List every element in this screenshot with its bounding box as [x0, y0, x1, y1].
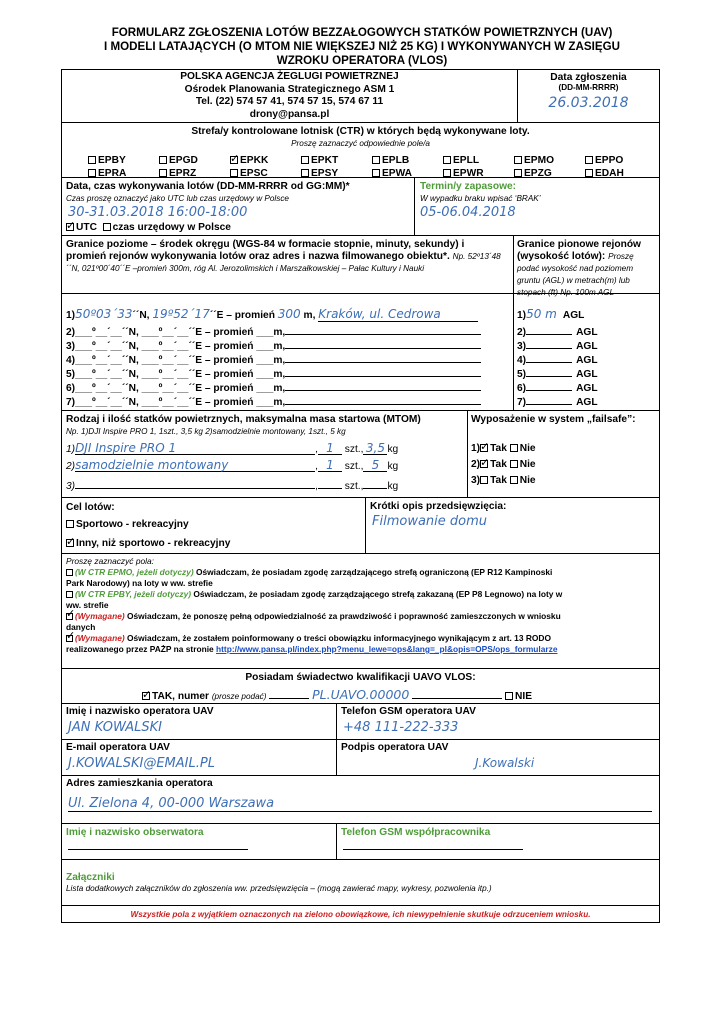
purpose-row [62, 498, 659, 554]
agl-label: AGL [576, 341, 598, 352]
horizontal-entry-empty: 3)___º__´__´´N, ___º__´__´´E – promień ___m, [66, 338, 481, 352]
declaration-responsibility-tag: (Wymagane) [75, 611, 125, 621]
observer-phone-label: Telefon GSM współpracownika [341, 827, 491, 838]
n-suffix: ´´N, [121, 341, 139, 352]
description-value[interactable]: Filmowanie domu [372, 514, 488, 529]
flight-time-label: Data, czas wykonywania lotów (DD-MM-RRRR od GG:MM)* [66, 181, 350, 192]
failsafe-rows [471, 443, 536, 491]
ctr-checkbox-eprz[interactable] [159, 169, 167, 177]
declaration-responsibility-text-2: danych [66, 622, 96, 632]
failsafe-nie-label: Nie [519, 443, 536, 454]
qualification-line-a [269, 698, 309, 699]
n-suffix: ´´N, [121, 383, 139, 394]
failsafe-tak-label: Tak [490, 475, 507, 486]
aircraft-cell [62, 411, 467, 497]
time-zone-options [66, 222, 231, 233]
qualification-options [142, 687, 532, 702]
m-suffix: m, [273, 397, 286, 408]
qualification-tak-label: TAK, numer [152, 691, 209, 702]
vertical-limits-divider [514, 293, 659, 294]
observer-phone-cell [336, 824, 659, 859]
declaration-epmo-checkbox[interactable] [66, 569, 73, 576]
operator-email-cell [62, 740, 336, 775]
vertical-entries [517, 307, 598, 408]
m-suffix: m, [273, 383, 286, 394]
failsafe-tak-label: Tak [490, 459, 507, 470]
date-submitted-value[interactable]: 26.03.2018 [548, 95, 629, 111]
ctr-checkbox-epsy[interactable] [301, 169, 309, 177]
horizontal-entry-1 [66, 307, 478, 322]
local-time-checkbox[interactable] [103, 223, 111, 231]
height-value[interactable] [526, 352, 572, 363]
qualification-line-b [412, 698, 502, 699]
address-input[interactable] [285, 338, 481, 349]
local-time-label: czas urzędowy w Polsce [112, 222, 231, 233]
horizontal-empty-rows [66, 324, 481, 408]
ctr-checkbox-epwa[interactable] [372, 169, 380, 177]
vertical-limits-label [517, 239, 657, 299]
utc-label: UTC [76, 222, 97, 233]
szt-label: szt., [344, 461, 364, 472]
operator-name-row [62, 704, 659, 740]
szt-label: szt., [344, 444, 364, 455]
declaration-responsibility [66, 611, 654, 633]
agl-label: AGL [576, 327, 598, 338]
m-suffix: m, [273, 341, 286, 352]
horizontal-entry-empty: 5)___º__´__´´N, ___º__´__´´E – promień ___m, [66, 366, 481, 380]
declaration-epmo-text-2: Park Narodowy) na loty w ww. strefie [66, 578, 213, 588]
e-suffix: ´´E – promień [188, 341, 254, 352]
date-submitted-label: Data zgłoszenia [550, 72, 627, 83]
address-input[interactable] [285, 380, 481, 391]
application-form [61, 69, 660, 923]
declaration-epmo-tag: (W CTR EPMO, jeżeli dotyczy) [75, 567, 194, 577]
address-input[interactable] [285, 352, 481, 363]
ctr-code: EPWR [453, 168, 484, 179]
backup-date-cell [414, 178, 659, 235]
failsafe-entry [471, 475, 536, 491]
ctr-code: EPMO [524, 155, 555, 166]
entry-number: 7) [517, 397, 527, 408]
longitude-value[interactable]: 19º52´17 [152, 307, 210, 321]
agency-row [62, 70, 659, 123]
address-input[interactable] [285, 324, 481, 335]
agency-phone: Tel. (22) 574 57 41, 574 57 15, 574 67 11 [195, 96, 384, 108]
failsafe-label: Wyposażenie w system „failsafe”: [471, 414, 636, 425]
aircraft-name[interactable] [75, 475, 315, 489]
ctr-code: EPGD [169, 155, 198, 166]
agl-label: AGL [576, 369, 598, 380]
vertical-limits-label-text: Granice pionowe rejonów (wysokość lotów): [517, 239, 641, 262]
vertical-limits-hint-a: Proszę [608, 252, 634, 261]
operator-phone-label: Telefon GSM operatora UAV [341, 706, 476, 717]
operator-address-row [62, 776, 659, 824]
declaration-epby-checkbox[interactable] [66, 591, 73, 598]
entry-number: 4) [517, 355, 527, 366]
n-suffix: ´´N, [121, 369, 139, 380]
purpose-label: Cel lotów: [66, 502, 115, 513]
description-cell [365, 498, 659, 553]
aircraft-name[interactable]: DJI Inspire PRO 1 [75, 441, 315, 455]
operator-email-label: E-mail operatora UAV [66, 742, 170, 753]
operator-email-value[interactable]: J.KOWALSKI@EMAIL.PL [68, 756, 215, 771]
height-value[interactable] [526, 324, 572, 335]
ctr-code: EDAH [595, 168, 624, 179]
failsafe-nie-checkbox[interactable] [510, 460, 518, 468]
ctr-checkbox-epra[interactable] [88, 169, 96, 177]
entry-number: 1) [517, 310, 527, 321]
title-line-1: FORMULARZ ZGŁOSZENIA LOTÓW BEZZAŁOGOWYCH STATKÓW POWIETRZNYCH (UAV) [111, 26, 613, 39]
rodo-link[interactable]: http://www.pansa.pl/index.php?menu_lewe=ops&lang=_pl&opis=OPS/ops_formularze [216, 644, 558, 654]
agl-label: AGL [562, 310, 585, 321]
item-number: 2) [66, 461, 76, 472]
ctr-row [62, 123, 659, 178]
horizontal-entry-empty: 2)___º__´__´´N, ___º__´__´´E – promień ___m, [66, 324, 481, 338]
attachments-hint: Lista dodatkowych załączników do zgłoszenia ww. przedsięwzięcia – (mogą zawierać mapy, wykresy, pozwolenia itp.) [66, 884, 492, 893]
flight-time-cell [62, 178, 414, 235]
address-input[interactable] [285, 394, 481, 405]
aircraft-item: 3) , szt., kg [66, 475, 398, 492]
failsafe-cell [467, 411, 659, 497]
qualification-label: Posiadam świadectwo kwalifikacji UAVO VLOS: [245, 672, 476, 683]
vertical-limits-hint: podać wysokość nad poziomem gruntu (AGL) w metrach(m) lub stopach (ft) Np. 100m AGL [517, 264, 634, 297]
declaration-rodo [66, 633, 654, 655]
footer-note: Wszystkie pola z wyjątkiem oznaczonych na zielono obowiązkowe, ich niewypełnienie skutkuje odrzuceniem wniosku. [130, 910, 591, 919]
purpose-other-checkbox[interactable] [66, 539, 74, 547]
flight-time-hint: Czas proszę oznaczyć jako UTC lub czas urzędowy w Polsce [66, 194, 289, 203]
horizontal-entry-empty: 6)___º__´__´´N, ___º__´__´´E – promień ___m, [66, 380, 481, 394]
date-submitted-cell [517, 70, 659, 122]
attachments-label: Załączniki [66, 872, 115, 883]
declaration-epby-tag: (W CTR EPBY, jeżeli dotyczy) [75, 589, 192, 599]
item-number: 3) [66, 481, 76, 492]
observer-name-input[interactable] [68, 838, 248, 850]
aircraft-example: Np. 1)DJI Inspire PRO 1, 1szt., 3,5 kg 2)samodzielnie montowany, 1szt., 5 kg [66, 427, 346, 436]
aircraft-qty[interactable]: 1 [318, 458, 342, 472]
vertical-entry [517, 338, 598, 352]
aircraft-qty[interactable]: 1 [318, 441, 342, 455]
title-line-3: WZROKU OPERATORA (VLOS) [276, 54, 448, 67]
declarations-row [62, 554, 659, 669]
ctr-checkbox-epzg[interactable] [514, 169, 522, 177]
height-value[interactable]: 50 m [526, 307, 557, 321]
purpose-other-label: Inny, niż sportowo - rekreacyjny [76, 538, 231, 549]
aircraft-qty[interactable] [318, 475, 342, 489]
qualification-number[interactable]: PL.UAVO.00000 [312, 687, 410, 702]
vertical-entry [517, 380, 598, 394]
ctr-code: EPRA [98, 168, 127, 179]
aircraft-label: Rodzaj i ilość statków powietrznych, maksymalna masa startowa (MTOM) [66, 414, 421, 425]
description-label: Krótki opis przedsięwzięcia: [370, 501, 507, 512]
vertical-limits-cell [513, 236, 659, 410]
failsafe-nie-checkbox[interactable] [510, 476, 518, 484]
failsafe-tak-checkbox[interactable] [480, 444, 488, 452]
purpose-sport-option [66, 519, 189, 530]
entry-number: 7) [66, 397, 76, 408]
operator-address-value[interactable]: Ul. Zielona 4, 00-000 Warszawa [68, 796, 652, 812]
declaration-epby-text: Oświadczam, że posiadam zgodę zarządzającego strefą zakazaną (EP P8 Legnowo) na loty w [193, 589, 563, 599]
e-suffix: ´´E – promień [188, 369, 254, 380]
qualification-nie-label: NIE [515, 691, 532, 702]
entry-number: 2) [66, 327, 76, 338]
failsafe-nie-label: Nie [519, 475, 536, 486]
ctr-hint: Proszę zaznaczyć odpowiednie pole/a [291, 139, 430, 148]
ctr-code: EPZG [524, 168, 552, 179]
e-suffix: ´´E – promień [209, 310, 275, 321]
m-suffix: m, [303, 310, 316, 321]
entry-number: 3) [471, 475, 481, 486]
horizontal-entry-empty: 4)___º__´__´´N, ___º__´__´´E – promień ___m, [66, 352, 481, 366]
ctr-code: EPSY [311, 168, 339, 179]
backup-date-hint: W wypadku braku wpisać ‘BRAK’ [420, 194, 541, 203]
aircraft-item: 1)DJI Inspire PRO 1 , 1 szt., 3,5 kg [66, 441, 399, 455]
operator-email-row [62, 740, 659, 776]
backup-date-label: Termin/y zapasowe: [420, 181, 517, 192]
height-value[interactable] [526, 380, 572, 391]
declaration-epby-text-2: ww. strefie [66, 600, 109, 610]
attachments-row [62, 860, 659, 906]
aircraft-mass[interactable] [363, 475, 387, 489]
entry-number: 1) [471, 443, 481, 454]
failsafe-tak-checkbox[interactable] [480, 476, 488, 484]
operator-phone-value[interactable]: +48 111-222-333 [343, 720, 459, 735]
agency-info [62, 70, 517, 122]
declaration-rodo-text: Oświadczam, że zostałem poinformowany o treści obowiązku informacyjnego wynikającym z art. 13 RODO [126, 633, 551, 643]
vertical-entry [517, 352, 598, 366]
failsafe-nie-label: Nie [519, 459, 536, 470]
failsafe-tak-checkbox[interactable] [480, 460, 488, 468]
entry-number: 3) [517, 341, 527, 352]
qualification-row [62, 669, 659, 704]
latitude-value[interactable]: 50º03´33 [75, 307, 133, 321]
entry-number: 6) [517, 383, 527, 394]
entry-number: 1) [66, 310, 76, 321]
aircraft-name[interactable]: samodzielnie montowany [75, 458, 315, 472]
operator-address-label: Adres zamieszkania operatora [66, 778, 213, 789]
qualification-nie-checkbox[interactable] [505, 692, 513, 700]
declaration-rodo-text-2: realizowanego przez PAŻP na stronie [66, 644, 214, 654]
horizontal-limits-label-text: Granice poziome – środek okręgu (WGS-84 w formacie stopnie, minuty, sekundy) i promień rejonów wykonywania lotów oraz adres i nazwa filmowanego obiektu*. [66, 239, 465, 262]
operator-signature-label: Podpis operatora UAV [341, 742, 449, 753]
vertical-entry [517, 394, 598, 408]
horizontal-entry-empty: 7)___º__´__´´N, ___º__´__´´E – promień ___m, [66, 394, 481, 408]
n-suffix: ´´N, [132, 310, 150, 321]
declaration-rodo-tag: (Wymagane) [75, 633, 125, 643]
entry-number: 4) [66, 355, 76, 366]
n-suffix: ´´N, [121, 397, 139, 408]
vertical-entry [517, 307, 598, 324]
entry-number: 3) [66, 341, 76, 352]
form-title [0, 26, 724, 68]
operator-name-label: Imię i nazwisko operatora UAV [66, 706, 214, 717]
entry-number: 5) [517, 369, 527, 380]
failsafe-tak-label: Tak [490, 443, 507, 454]
declarations-hint: Proszę zaznaczyć pola: [66, 556, 154, 566]
ctr-heading: Strefa/y kontrolowane lotnisk (CTR) w których będą wykonywane loty. [191, 126, 530, 137]
height-value[interactable] [526, 338, 572, 349]
aircraft-mass[interactable]: 3,5 [363, 441, 387, 455]
declaration-epmo-text: Oświadczam, że posiadam zgodę zarządzającego strefą ograniczoną (EP R12 Kampinoski [196, 567, 553, 577]
agl-label: AGL [576, 397, 598, 408]
m-suffix: m, [273, 355, 286, 366]
ctr-code: EPLL [453, 155, 480, 166]
aircraft-item: 2)samodzielnie montowany , 1 szt., 5 kg [66, 458, 399, 472]
ctr-checkbox-edah[interactable] [585, 169, 593, 177]
e-suffix: ´´E – promień [188, 327, 254, 338]
failsafe-nie-checkbox[interactable] [510, 444, 518, 452]
agency-name: POLSKA AGENCJA ŻEGLUGI POWIETRZNEJ [180, 71, 399, 82]
kg-label: kg [387, 444, 399, 455]
ctr-code: EPKK [240, 155, 269, 166]
ctr-code: EPWA [382, 168, 412, 179]
failsafe-entry [471, 459, 536, 475]
ctr-checkbox-epwr[interactable] [443, 169, 451, 177]
horizontal-limits-divider [62, 293, 513, 294]
m-suffix: m, [273, 369, 286, 380]
purpose-other-option [66, 538, 230, 549]
address-value[interactable]: Kraków, ul. Cedrowa [318, 307, 478, 322]
ctr-code: EPRZ [169, 168, 197, 179]
declarations [66, 556, 654, 655]
agl-label: AGL [576, 355, 598, 366]
radius-value[interactable]: 300 [277, 307, 301, 321]
szt-label: szt., [344, 481, 364, 492]
agency-office: Ośrodek Planowania Strategicznego ASM 1 [184, 83, 395, 95]
operator-signature-cell [336, 740, 659, 775]
purpose-sport-checkbox[interactable] [66, 520, 74, 528]
n-suffix: ´´N, [121, 327, 139, 338]
backup-date-value[interactable]: 05-06.04.2018 [420, 205, 516, 220]
ctr-code: EPKT [311, 155, 339, 166]
vertical-entry [517, 324, 598, 338]
operator-signature[interactable]: J.Kowalski [475, 756, 535, 770]
time-row [62, 178, 659, 236]
declaration-epmo [66, 567, 654, 589]
agency-email: drony@pansa.pl [249, 108, 330, 120]
horizontal-limits-cell [62, 236, 513, 410]
entry-number: 5) [66, 369, 76, 380]
height-value[interactable] [526, 366, 572, 377]
date-format-hint: (DD-MM-RRRR) [558, 83, 619, 92]
purpose-sport-label: Sportowo - rekreacyjny [76, 519, 189, 530]
vertical-entry [517, 366, 598, 380]
e-suffix: ´´E – promień [188, 397, 254, 408]
horizontal-limits-example: Np. 52º13´48´´N, 021º00´40´´E –promień 300m, róg Al. Jerozolimskich i Marszałkowskiej – Pałac Kultury i Nauki [66, 252, 501, 273]
n-suffix: ´´N, [121, 355, 139, 366]
operator-phone-cell [336, 704, 659, 739]
horizontal-limits-label [66, 239, 506, 275]
title-line-2: I MODELI LATAJĄCYCH (O MTOM NIE WIĘKSZEJ NIŻ 25 KG) I WYKONYWANYCH W ZASIĘGU [104, 40, 620, 53]
e-suffix: ´´E – promień [188, 383, 254, 394]
entry-number: 2) [471, 459, 481, 470]
entry-number: 6) [66, 383, 76, 394]
qualification-tak-checkbox[interactable] [142, 692, 150, 700]
address-input[interactable] [285, 366, 481, 377]
declaration-rodo-checkbox[interactable] [66, 635, 73, 642]
observer-phone-input[interactable] [343, 838, 523, 850]
limits-row [62, 236, 659, 411]
aircraft-items [66, 441, 398, 492]
agl-label: AGL [576, 383, 598, 394]
declaration-responsibility-checkbox[interactable] [66, 613, 73, 620]
declaration-epby [66, 589, 654, 611]
utc-checkbox[interactable] [66, 223, 74, 231]
observer-name-cell [62, 824, 336, 859]
purpose-cell [62, 498, 365, 553]
ctr-checkbox-epsc[interactable] [230, 169, 238, 177]
ctr-code: EPSC [240, 168, 268, 179]
item-number: 1) [66, 444, 76, 455]
entry-number: 2) [517, 327, 527, 338]
height-value[interactable] [526, 394, 572, 405]
ctr-code: EPPO [595, 155, 624, 166]
qualification-hint: (prosze podać) [211, 692, 267, 701]
operator-name-value[interactable]: JAN KOWALSKI [68, 720, 162, 735]
flight-time-value[interactable]: 30-31.03.2018 16:00-18:00 [68, 205, 248, 220]
e-suffix: ´´E – promień [188, 355, 254, 366]
aircraft-mass[interactable]: 5 [363, 458, 387, 472]
ctr-code: EPBY [98, 155, 126, 166]
ctr-code: EPLB [382, 155, 410, 166]
declaration-responsibility-text: Oświadczam, że ponoszę pełną odpowiedzialność za prawdziwość i poprawność zamieszczonych w wniosku [126, 611, 561, 621]
observer-name-label: Imię i nazwisko obserwatora [66, 827, 204, 838]
kg-label: kg [387, 481, 399, 492]
operator-address-field [68, 794, 652, 812]
aircraft-row [62, 411, 659, 498]
m-suffix: m, [273, 327, 286, 338]
observer-row [62, 824, 659, 860]
kg-label: kg [387, 461, 399, 472]
operator-name-cell [62, 704, 336, 739]
